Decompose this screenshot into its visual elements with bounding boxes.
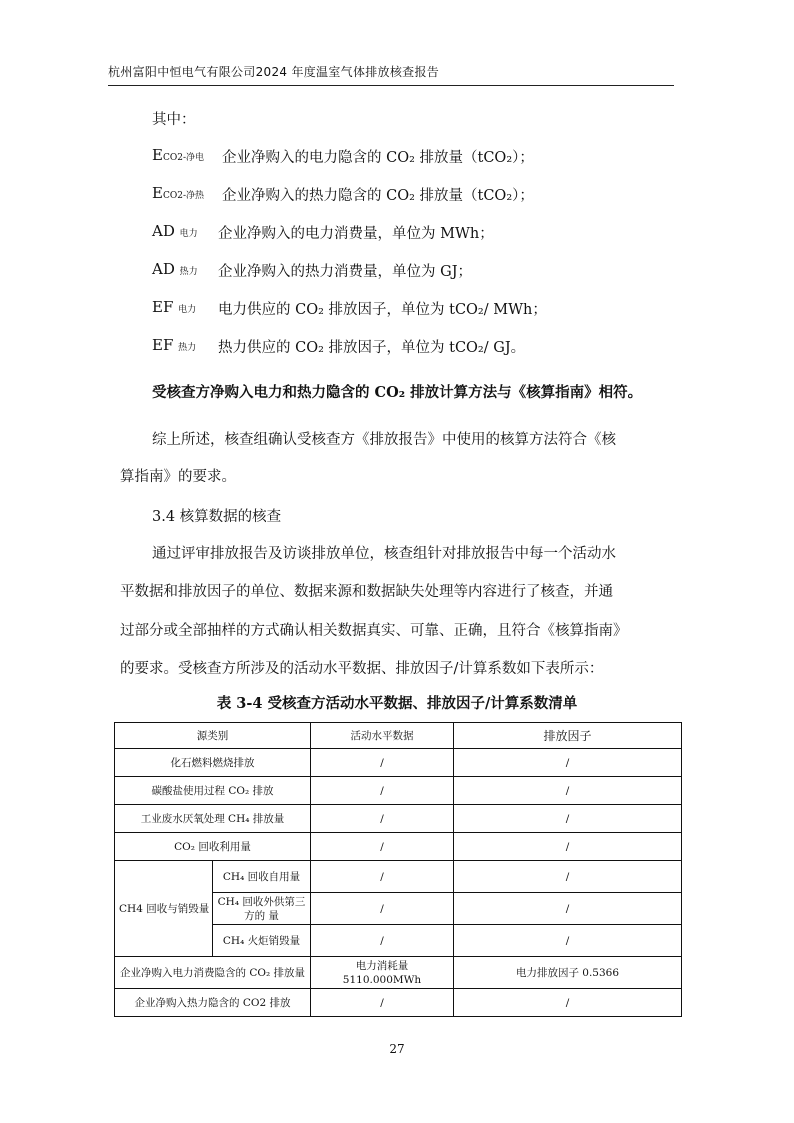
- header-rule: [108, 85, 674, 86]
- cell-source: 企业净购入电力消费隐含的 CO₂ 排放量: [115, 957, 311, 989]
- cell-source: 工业废水厌氧处理 CH₄ 排放量: [115, 805, 311, 833]
- intro-text: 其中：: [152, 112, 196, 128]
- cell-activity: /: [311, 861, 454, 893]
- cell-factor: /: [454, 861, 682, 893]
- cell-factor: /: [454, 749, 682, 777]
- def-desc-ef-heat: 热力供应的 CO₂ 排放因子，单位为 tCO₂/ GJ。: [218, 340, 526, 356]
- section-title: 3.4 核算数据的核查: [152, 509, 282, 525]
- cell-activity: /: [311, 777, 454, 805]
- paragraph-line-2: 平数据和排放因子的单位、数据来源和数据缺失处理等内容进行了核查，并通: [120, 584, 613, 600]
- header-activity: 活动水平数据: [311, 723, 454, 749]
- def-symbol-ef-electric: EF 电力: [152, 298, 197, 316]
- summary-line-1: 综上所述，核查组确认受核查方《排放报告》中使用的核算方法符合《核: [152, 432, 616, 448]
- activity-line-2: 5110.000MWh: [342, 973, 422, 986]
- cell-subsource: CH₄ 回收外供第三方的 量: [213, 893, 311, 925]
- cell-source: 企业净购入热力隐含的 CO2 排放: [115, 989, 311, 1017]
- cell-factor: /: [454, 805, 682, 833]
- activity-line-1: 电力消耗量: [355, 959, 409, 972]
- cell-activity: /: [311, 893, 454, 925]
- conclusion-statement: 受核查方净购入电力和热力隐含的 CO₂ 排放计算方法与《核算指南》相符。: [152, 384, 643, 401]
- def-symbol-eco2-heat: ECO2-净热: [152, 184, 204, 202]
- data-table: [114, 722, 682, 1017]
- table-row: [115, 749, 682, 777]
- cell-factor: /: [454, 893, 682, 925]
- cell-activity: /: [311, 833, 454, 861]
- def-desc-ad-heat: 企业净购入的热力消费量，单位为 GJ；: [218, 264, 473, 280]
- cell-factor: /: [454, 925, 682, 957]
- cell-activity: /: [311, 989, 454, 1017]
- table-row: [115, 861, 682, 893]
- def-desc-ef-electric: 电力供应的 CO₂ 排放因子，单位为 tCO₂/ MWh；: [218, 302, 547, 318]
- cell-source: 碳酸盐使用过程 CO₂ 排放: [115, 777, 311, 805]
- cell-activity: /: [311, 805, 454, 833]
- table-row: [115, 989, 682, 1017]
- def-symbol-ef-heat: EF 热力: [152, 336, 197, 354]
- page-number: 27: [389, 1042, 405, 1056]
- paragraph-line-4: 的要求。受核查方所涉及的活动水平数据、排放因子/计算系数如下表所示：: [120, 661, 604, 677]
- def-symbol-ad-electric: AD 电力: [152, 222, 198, 240]
- table-row: [115, 777, 682, 805]
- summary-line-2: 算指南》的要求。: [120, 469, 236, 485]
- table-row: [115, 957, 682, 989]
- cell-ch4-group-label: CH4 回收与销毁量: [115, 861, 213, 957]
- table-caption: 表 3-4 受核查方活动水平数据、排放因子/计算系数清单: [216, 695, 578, 712]
- cell-subsource: CH₄ 回收自用量: [213, 861, 311, 893]
- def-desc-eco2-heat: 企业净购入的热力隐含的 CO₂ 排放量（tCO₂）；: [222, 188, 534, 204]
- paragraph-line-3: 过部分或全部抽样的方式确认相关数据真实、可靠、正确，且符合《核算指南》: [120, 623, 628, 639]
- def-symbol-ad-heat: AD 热力: [152, 260, 198, 278]
- cell-source: 化石燃料燃烧排放: [115, 749, 311, 777]
- table-row: [115, 805, 682, 833]
- cell-factor: /: [454, 777, 682, 805]
- header-source: 源类别: [115, 723, 311, 749]
- header-factor: 排放因子: [454, 723, 682, 749]
- cell-factor: 电力排放因子 0.5366: [454, 957, 682, 989]
- def-desc-eco2-electric: 企业净购入的电力隐含的 CO₂ 排放量（tCO₂）；: [222, 150, 534, 166]
- cell-activity: /: [311, 925, 454, 957]
- def-desc-ad-electric: 企业净购入的电力消费量，单位为 MWh；: [218, 226, 494, 242]
- cell-factor: /: [454, 833, 682, 861]
- table-header-row: [115, 723, 682, 749]
- def-symbol-eco2-electric: ECO2-净电: [152, 146, 204, 164]
- cell-factor: /: [454, 989, 682, 1017]
- page-header: 杭州富阳中恒电气有限公司2024 年度温室气体排放核查报告: [108, 65, 440, 79]
- cell-activity: /: [311, 749, 454, 777]
- table-row: [115, 833, 682, 861]
- paragraph-line-1: 通过评审排放报告及访谈排放单位，核查组针对排放报告中每一个活动水: [152, 546, 616, 562]
- cell-subsource: CH₄ 火炬销毁量: [213, 925, 311, 957]
- cell-activity: [311, 957, 454, 989]
- cell-source: CO₂ 回收利用量: [115, 833, 311, 861]
